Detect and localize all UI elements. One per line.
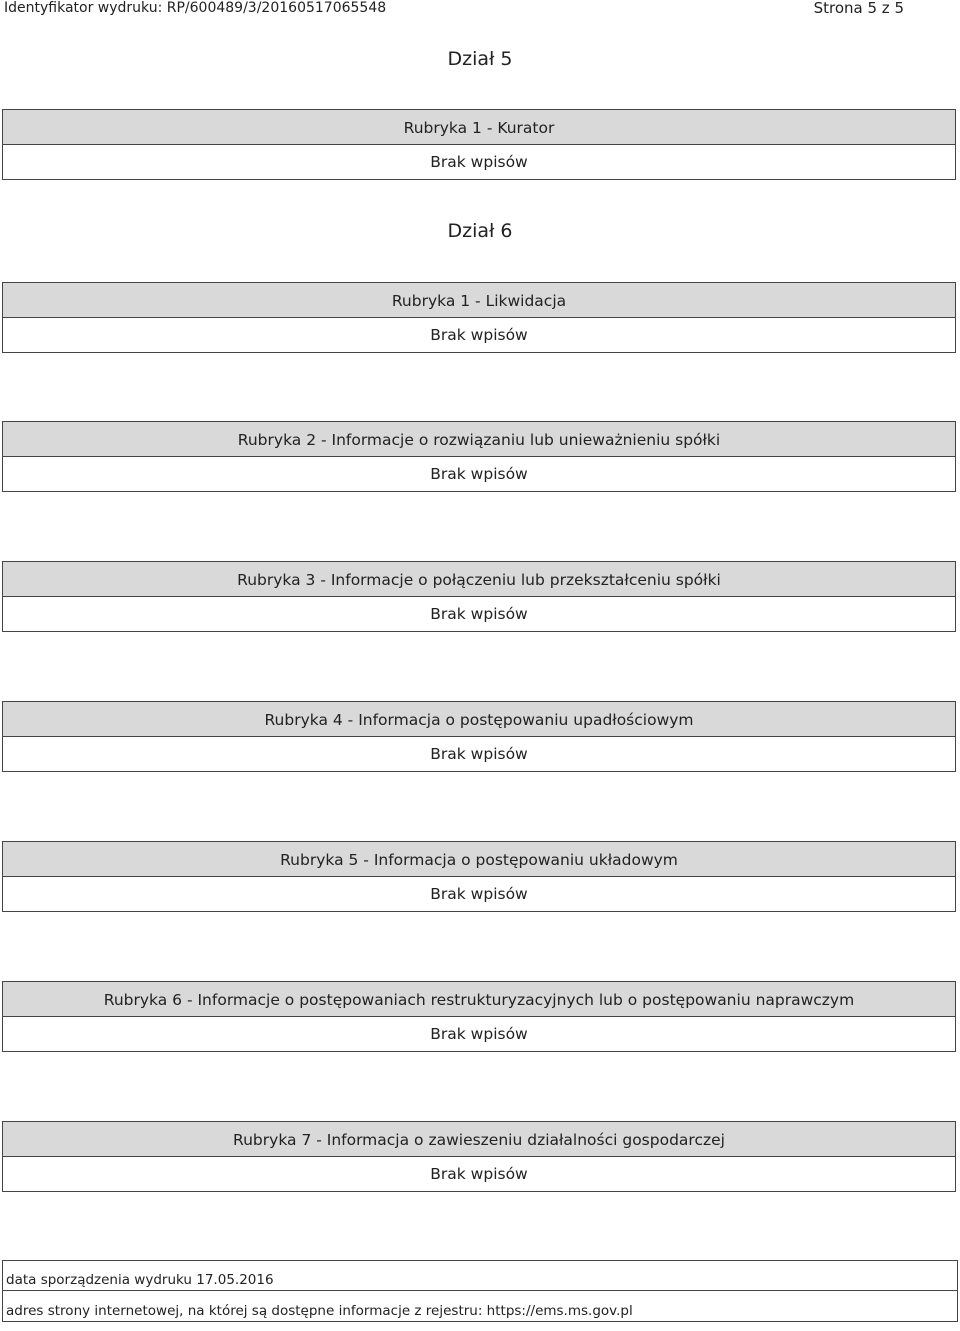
rubric-content: Brak wpisów — [3, 737, 955, 771]
rubric-content: Brak wpisów — [3, 145, 955, 179]
register-url-note: adres strony internetowej, na której są dostępne informacje z rejestru: https://ems.ms.gov.pl — [6, 1303, 633, 1319]
rubric-title: Rubryka 1 - Likwidacja — [3, 283, 955, 318]
rubric-content: Brak wpisów — [3, 318, 955, 352]
rubric-box-polaczenie — [2, 561, 956, 632]
rubric-box-uklad — [2, 841, 956, 912]
rubric-box-restrukturyzacja — [2, 981, 956, 1052]
rubric-content: Brak wpisów — [3, 597, 955, 631]
rubric-title: Rubryka 4 - Informacja o postępowaniu upadłościowym — [3, 702, 955, 737]
rubric-content: Brak wpisów — [3, 1017, 955, 1051]
print-date: data sporządzenia wydruku 17.05.2016 — [3, 1261, 957, 1291]
rubric-box-upadlosc — [2, 701, 956, 772]
rubric-content: Brak wpisów — [3, 1157, 955, 1191]
rubric-content: Brak wpisów — [3, 457, 955, 491]
rubric-box-likwidacja — [2, 282, 956, 353]
rubric-title: Rubryka 6 - Informacje o postępowaniach restrukturyzacyjnych lub o postępowaniu naprawczym — [3, 982, 955, 1017]
footer-box — [2, 1260, 958, 1322]
rubric-title: Rubryka 2 - Informacje o rozwiązaniu lub unieważnieniu spółki — [3, 422, 955, 457]
rubric-content: Brak wpisów — [3, 877, 955, 911]
section-title-dzial-5: Dział 5 — [447, 48, 513, 70]
rubric-title: Rubryka 1 - Kurator — [3, 110, 955, 145]
rubric-title: Rubryka 3 - Informacje o połączeniu lub przekształceniu spółki — [3, 562, 955, 597]
rubric-box-kurator — [2, 109, 956, 180]
rubric-box-rozwiazanie — [2, 421, 956, 492]
rubric-box-zawieszenie — [2, 1121, 956, 1192]
rubric-title: Rubryka 7 - Informacja o zawieszeniu działalności gospodarczej — [3, 1122, 955, 1157]
rubric-title: Rubryka 5 - Informacja o postępowaniu układowym — [3, 842, 955, 877]
section-title-dzial-6: Dział 6 — [447, 220, 513, 242]
print-identifier: Identyfikator wydruku: RP/600489/3/20160517065548 — [4, 0, 387, 16]
page-number: Strona 5 z 5 — [813, 0, 904, 17]
